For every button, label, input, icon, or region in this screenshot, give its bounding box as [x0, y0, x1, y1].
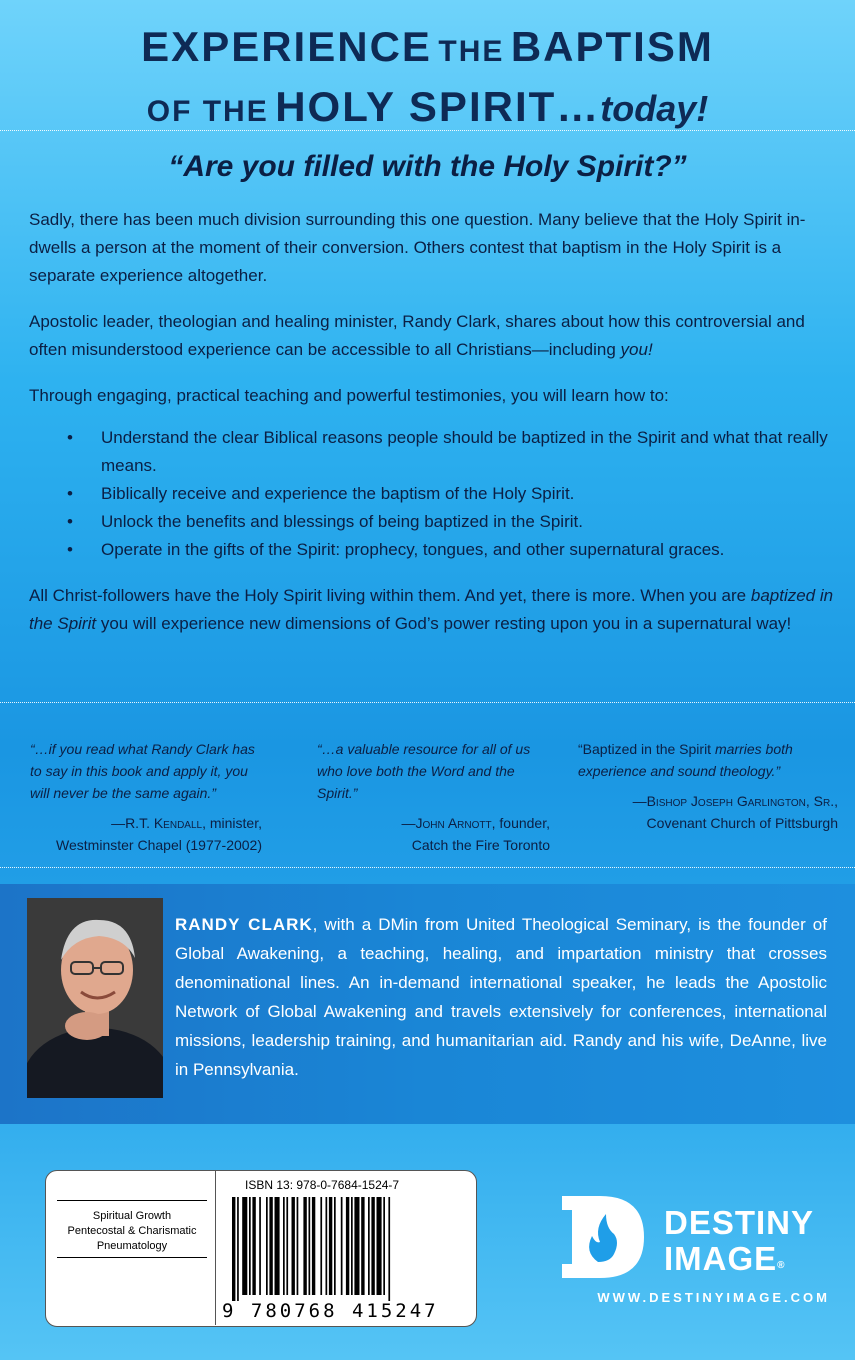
- barcode-digits: 9 780768 415247: [222, 1300, 439, 1322]
- barcode-bar: [377, 1197, 382, 1295]
- barcode-bar: [242, 1197, 247, 1295]
- headline-line-2: [0, 82, 855, 142]
- dotted-divider-middle: [0, 702, 855, 703]
- bullet-dot: •: [67, 484, 73, 503]
- destiny-image-logo-icon: [558, 1192, 648, 1282]
- endorsement-text-emphasis: marries both experience and sound theology.”: [578, 741, 793, 779]
- barcode-bar: [351, 1197, 353, 1295]
- list-item-text: Understand the clear Biblical reasons people should be baptized in the Spirit and what that really means.: [101, 428, 828, 475]
- publisher-line-2-text: IMAGE: [664, 1240, 778, 1277]
- description: [29, 206, 839, 656]
- barcode-bar: [368, 1197, 370, 1295]
- endorsement-attribution: [30, 812, 262, 834]
- author-portrait-image: [27, 898, 163, 1098]
- bullet-dot: •: [67, 428, 73, 447]
- barcode-bar: [259, 1197, 261, 1295]
- barcode-bar: [312, 1197, 315, 1295]
- bullet-dot: •: [67, 540, 73, 559]
- barcode-bar: [269, 1197, 272, 1295]
- list-item: [29, 508, 839, 536]
- closing-emphasis: baptized in the Spirit: [29, 586, 834, 633]
- endorsement-text: “…a valuable resource for all of us who love both the Word and the Spirit.”: [317, 741, 531, 801]
- headline-word-holy-spirit: HOLY SPIRIT…: [275, 83, 601, 130]
- barcode-bar: [297, 1197, 299, 1295]
- barcode-bar: [326, 1197, 328, 1295]
- barcode-bar: [309, 1197, 311, 1295]
- barcode-bar: [354, 1197, 359, 1295]
- list-item-text: Biblically receive and experience the baptism of the Holy Spirit.: [101, 484, 575, 503]
- intro-paragraph-1: Sadly, there has been much division surrounding this one question. Many believe that the Holy Spirit in-dwells a person at the moment of their conversion. Others contest that baptism in the Holy Spirit is a separate experience altogether.: [29, 210, 806, 285]
- barcode-bar: [383, 1197, 385, 1295]
- headline: [0, 22, 855, 142]
- headline-word-experience: EXPERIENCE: [141, 23, 432, 70]
- endorsement-kendall: [30, 738, 262, 856]
- barcode-bar: [303, 1197, 306, 1295]
- headline-line-1: [0, 22, 855, 82]
- endorser-org: Westminster Chapel (1977-2002): [56, 837, 262, 853]
- endorsement-text: [578, 738, 838, 782]
- intro-paragraph-2: [29, 308, 839, 364]
- dotted-divider-lower: [0, 867, 855, 868]
- closing-text-a: All Christ-followers have the Holy Spirit living within them. And yet, there is more. When you are: [29, 586, 751, 605]
- endorser-name: —R.T. Kendall: [111, 815, 203, 831]
- isbn-label: ISBN 13: 978-0-7684-1524-7: [245, 1178, 400, 1192]
- closing-text-b: you will experience new dimensions of God’s power resting upon you in a supernatural way!: [96, 614, 792, 633]
- endorser-org: Covenant Church of Pittsburgh: [646, 815, 838, 831]
- headline-word-the: THE: [438, 35, 505, 68]
- endorser-role: ,: [834, 793, 838, 809]
- barcode-bar: [329, 1197, 332, 1295]
- category-line: Pneumatology: [96, 1240, 168, 1252]
- barcode-bar: [292, 1197, 295, 1295]
- publisher-url: WWW.DESTINYIMAGE.COM: [597, 1290, 830, 1305]
- barcode-image: [230, 1197, 460, 1301]
- publisher-line-2: [664, 1241, 814, 1284]
- intro-paragraph-2-text: Apostolic leader, theologian and healing minister, Randy Clark, shares about how this controversial and often misunderstood experience can be accessible to all Christians—including: [29, 312, 805, 359]
- barcode-bar: [237, 1197, 239, 1301]
- registered-mark: ®: [777, 1260, 786, 1271]
- category-line: Pentecostal & Charismatic: [67, 1225, 197, 1237]
- author-bio-text: , with a DMin from United Theological Seminary, is the founder of Global Awakening, a teaching, healing, and impartation ministry that crosses denominational lines. An in-demand international speaker, he leads the Apostolic Network of Global Awakening and travels extensively for conferences, international missions, leadership training, and humanitarian aid. Randy and his wife, DeAnne, live in Pennsylvania.: [175, 915, 827, 1079]
- list-item: [29, 480, 839, 508]
- endorser-role: , minister,: [202, 815, 262, 831]
- barcode-bar: [249, 1197, 251, 1295]
- bullet-list: [29, 424, 839, 564]
- barcode-bar: [361, 1197, 364, 1295]
- barcode-bar: [286, 1197, 288, 1295]
- list-item-text: Operate in the gifts of the Spirit: prophecy, tongues, and other supernatural graces.: [101, 540, 725, 559]
- bullet-dot: •: [67, 512, 73, 531]
- dotted-divider-top: [0, 130, 855, 131]
- barcode-bar: [266, 1197, 268, 1295]
- endorser-name: —Bishop Joseph Garlington, Sr.: [632, 793, 835, 809]
- headline-word-of-the: OF THE: [146, 95, 269, 128]
- endorsement-attribution: [578, 790, 838, 812]
- author-name: RANDY CLARK: [175, 915, 313, 934]
- barcode-bar: [232, 1197, 235, 1301]
- barcode-bar: [334, 1197, 336, 1295]
- list-item: [29, 424, 839, 480]
- barcode-bar: [346, 1197, 349, 1295]
- publisher-line-1: DESTINY: [664, 1204, 815, 1241]
- headline-word-today: today!: [600, 88, 709, 129]
- barcode-bar: [388, 1197, 390, 1301]
- publisher-wordmark: [664, 1205, 814, 1284]
- barcode-bar: [341, 1197, 343, 1295]
- endorser-org: Catch the Fire Toronto: [411, 837, 550, 853]
- barcode-bar: [275, 1197, 280, 1295]
- endorsement-garlington: [578, 738, 838, 834]
- endorsement-text: “…if you read what Randy Clark has to say in this book and apply it, you will never be the same again.”: [30, 741, 255, 801]
- list-item: [29, 536, 839, 564]
- closing-paragraph: [29, 582, 839, 638]
- list-item-text: Unlock the benefits and blessings of being baptized in the Spirit.: [101, 512, 583, 531]
- endorser-name: —John Arnott: [401, 815, 492, 831]
- barcode-bar: [283, 1197, 285, 1295]
- barcode-bar: [371, 1197, 374, 1295]
- intro-paragraph-3: Through engaging, practical teaching and powerful testimonies, you will learn how to:: [29, 386, 669, 405]
- endorsement-text-a: “Baptized in the Spirit: [578, 741, 715, 757]
- author-bio: [175, 910, 827, 1084]
- barcode-bar: [320, 1197, 322, 1295]
- barcode-bar: [252, 1197, 255, 1295]
- endorsement-arnott: [317, 738, 550, 856]
- author-photo: [27, 898, 163, 1098]
- endorsement-attribution: [317, 812, 550, 834]
- headline-word-baptism: BAPTISM: [510, 23, 714, 70]
- question-heading: “Are you filled with the Holy Spirit?”: [168, 150, 687, 183]
- category-box: [57, 1200, 207, 1258]
- intro-paragraph-2-emphasis: you!: [620, 340, 653, 359]
- endorser-role: , founder,: [491, 815, 550, 831]
- category-line: Spiritual Growth: [92, 1210, 172, 1222]
- barcode-panel-divider: [215, 1170, 216, 1325]
